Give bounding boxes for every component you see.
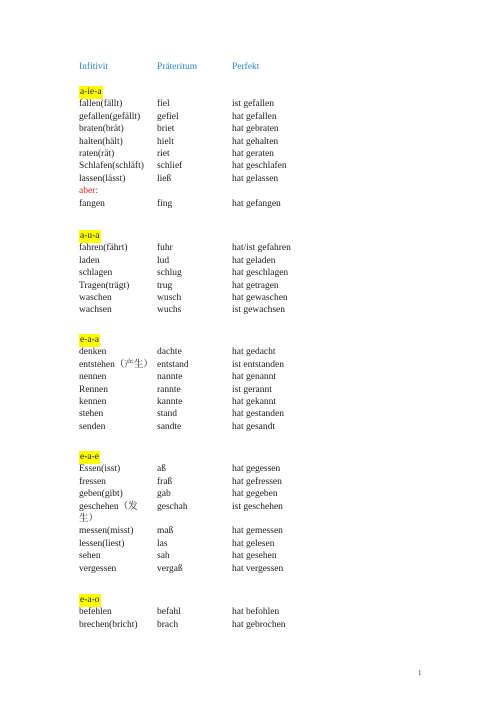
infinitive-cell: lassen(lässt): [79, 173, 126, 184]
praeteritum-cell: gab: [157, 489, 171, 500]
perfekt-cell: hat vergessen: [232, 563, 284, 574]
table-row: [0, 538, 496, 551]
note-line: [0, 185, 496, 198]
perfekt-cell: hat/ist gefahren: [232, 243, 291, 254]
table-row: [0, 292, 496, 305]
praeteritum-cell: trug: [157, 280, 173, 291]
praeteritum-cell: ließ: [157, 173, 172, 184]
header-infinitive: Infitivit: [79, 62, 109, 72]
infinitive-cell: halten(hält): [79, 136, 123, 147]
perfekt-cell: hat gegeben: [232, 489, 278, 500]
group-label: a-ie-a: [80, 87, 102, 97]
infinitive-cell: senden: [79, 421, 106, 432]
infinitive-cell: Tragen(trägt): [79, 280, 130, 291]
perfekt-cell: hat gegessen: [232, 464, 281, 475]
praeteritum-cell: fiel: [157, 99, 170, 110]
group-label-line: [0, 451, 496, 464]
perfekt-cell: hat gehalten: [232, 136, 279, 147]
praeteritum-cell: hielt: [157, 136, 174, 147]
table-row: [0, 346, 496, 359]
perfekt-cell: ist gefallen: [232, 99, 274, 110]
perfekt-cell: ist geschehen: [232, 501, 283, 512]
table-row: [0, 476, 496, 489]
praeteritum-cell: kannte: [157, 397, 183, 407]
group-label-line: [0, 230, 496, 243]
table-row: [0, 501, 496, 514]
table-header: [0, 61, 496, 74]
infinitive-cell: Rennen: [79, 384, 109, 395]
table-row: [0, 255, 496, 268]
infinitive-cell: fahren(fährt): [79, 243, 128, 254]
infinitive-cell: waschen: [79, 293, 112, 303]
infinitive-cell: fressen: [79, 476, 106, 487]
infinitive-cell: wachsen: [79, 305, 112, 316]
praeteritum-cell: schlug: [157, 268, 182, 279]
page-number: 1: [418, 669, 422, 677]
perfekt-cell: hat gefallen: [232, 111, 277, 122]
infinitive-cell: fangen: [79, 198, 105, 209]
infinitive-cell: geschehen（发: [79, 501, 138, 512]
perfekt-cell: hat gelassen: [232, 173, 279, 184]
praeteritum-cell: stand: [157, 409, 178, 420]
infinitive-cell: nennen: [79, 372, 107, 383]
aber-note: aber:: [79, 186, 98, 197]
infinitive-cell: braten(brät): [79, 124, 124, 135]
header-praeteritum: Präteritum: [157, 62, 198, 72]
perfekt-cell: hat befohlen: [232, 607, 280, 618]
praeteritum-cell: lud: [157, 255, 170, 266]
group-label: e-a-e: [80, 452, 99, 462]
perfekt-cell: hat gefressen: [232, 476, 282, 487]
table-row: [0, 198, 496, 211]
table-row: [0, 525, 496, 538]
table-row: [0, 384, 496, 397]
group-label: e-a-a: [80, 335, 99, 345]
perfekt-cell: hat geschlafen: [232, 161, 287, 172]
group-label-line: [0, 594, 496, 607]
table-row: [0, 408, 496, 421]
perfekt-cell: hat gefangen: [232, 198, 281, 209]
infinitive-cell: kennen: [79, 397, 107, 407]
praeteritum-cell: sah: [157, 551, 170, 562]
infinitive-cell: raten(rät): [79, 149, 115, 159]
praeteritum-cell: brach: [157, 619, 179, 630]
perfekt-cell: hat gemessen: [232, 526, 283, 537]
header-perfekt: Perfekt: [232, 62, 260, 72]
perfekt-cell: hat gewaschen: [232, 293, 288, 303]
table-row: [0, 242, 496, 255]
praeteritum-cell: geschah: [157, 501, 188, 512]
perfekt-cell: hat genannt: [232, 372, 277, 383]
praeteritum-cell: vergaß: [157, 563, 183, 574]
praeteritum-cell: maß: [157, 526, 174, 537]
praeteritum-cell: aß: [157, 464, 166, 475]
perfekt-cell: hat geladen: [232, 255, 276, 266]
perfekt-cell: hat gedacht: [232, 347, 276, 358]
praeteritum-cell: entstand: [157, 359, 189, 370]
infinitive-cell: befehlen: [79, 607, 112, 618]
praeteritum-cell: sandte: [157, 421, 182, 432]
infinitive-cell: sehen: [79, 551, 101, 562]
group-label: e-a-o: [80, 595, 100, 605]
infinitive-cell: denken: [79, 347, 107, 358]
infinitive-cell: geben(gibt): [79, 489, 123, 500]
perfekt-cell: ist entstanden: [232, 359, 284, 370]
perfekt-cell: hat gestanden: [232, 409, 284, 420]
praeteritum-cell: rannte: [157, 384, 181, 395]
infinitive-cell: lessen(liest): [79, 538, 125, 549]
infinitive-cell: brechen(bricht): [79, 619, 138, 630]
perfekt-cell: hat gebrochen: [232, 619, 286, 630]
table-row: [0, 111, 496, 124]
table-row: [0, 304, 496, 317]
infinitive-cell: stehen: [79, 409, 104, 420]
perfekt-cell: hat gesandt: [232, 421, 276, 432]
perfekt-cell: hat gebraten: [232, 124, 279, 135]
praeteritum-cell: fing: [157, 198, 173, 209]
praeteritum-cell: briet: [157, 124, 175, 135]
praeteritum-cell: fraß: [157, 476, 173, 487]
praeteritum-cell: nannte: [157, 372, 183, 383]
table-row: [0, 371, 496, 384]
praeteritum-cell: wuchs: [157, 305, 182, 316]
infinitive-cell: laden: [79, 255, 100, 266]
perfekt-cell: hat geschlagen: [232, 268, 289, 279]
praeteritum-cell: fuhr: [157, 243, 173, 254]
praeteritum-cell: wusch: [157, 293, 182, 303]
table-row: [0, 606, 496, 619]
table-row: [0, 148, 496, 161]
perfekt-cell: hat getragen: [232, 280, 279, 291]
infinitive-cell: Essen(isst): [79, 464, 121, 475]
table-row: [0, 619, 496, 632]
praeteritum-cell: schlief: [157, 161, 183, 172]
table-row: [0, 280, 496, 293]
table-row: [0, 123, 496, 136]
perfekt-cell: ist gerannt: [232, 384, 272, 395]
infinitive-cell: entstehen（产生）: [79, 359, 153, 370]
infinitive-cell: fallen(fällt): [79, 99, 123, 110]
perfekt-cell: hat gesehen: [232, 551, 277, 562]
table-row: [0, 98, 496, 111]
table-row: [0, 488, 496, 501]
perfekt-cell: ist gewachsen: [232, 305, 286, 316]
praeteritum-cell: riet: [157, 149, 170, 159]
group-label-line: [0, 86, 496, 99]
table-row: [0, 396, 496, 409]
infinitive-cell: messen(misst): [79, 526, 134, 537]
table-row: [0, 160, 496, 173]
perfekt-cell: hat gelesen: [232, 538, 275, 549]
table-row: [0, 563, 496, 576]
group-label: a-u-a: [80, 231, 100, 241]
infinitive-cell: vergessen: [79, 563, 117, 574]
table-row: [0, 359, 496, 372]
infinitive-cell: Schlafen(schläft): [79, 161, 144, 172]
table-row: [0, 421, 496, 434]
praeteritum-cell: befahl: [157, 607, 181, 618]
praeteritum-cell: dachte: [157, 347, 182, 358]
infinitive-cell: gefallen(gefällt): [79, 111, 141, 122]
table-row: [0, 513, 496, 526]
table-row: [0, 173, 496, 186]
perfekt-cell: hat gekannt: [232, 397, 277, 407]
praeteritum-cell: gefiel: [157, 111, 179, 122]
praeteritum-cell: las: [157, 538, 168, 549]
table-row: [0, 136, 496, 149]
infinitive-cell: 生）: [79, 514, 99, 524]
table-row: [0, 267, 496, 280]
table-row: [0, 463, 496, 476]
group-label-line: [0, 334, 496, 347]
perfekt-cell: hat geraten: [232, 149, 274, 159]
table-row: [0, 550, 496, 563]
infinitive-cell: schlagen: [79, 268, 113, 279]
